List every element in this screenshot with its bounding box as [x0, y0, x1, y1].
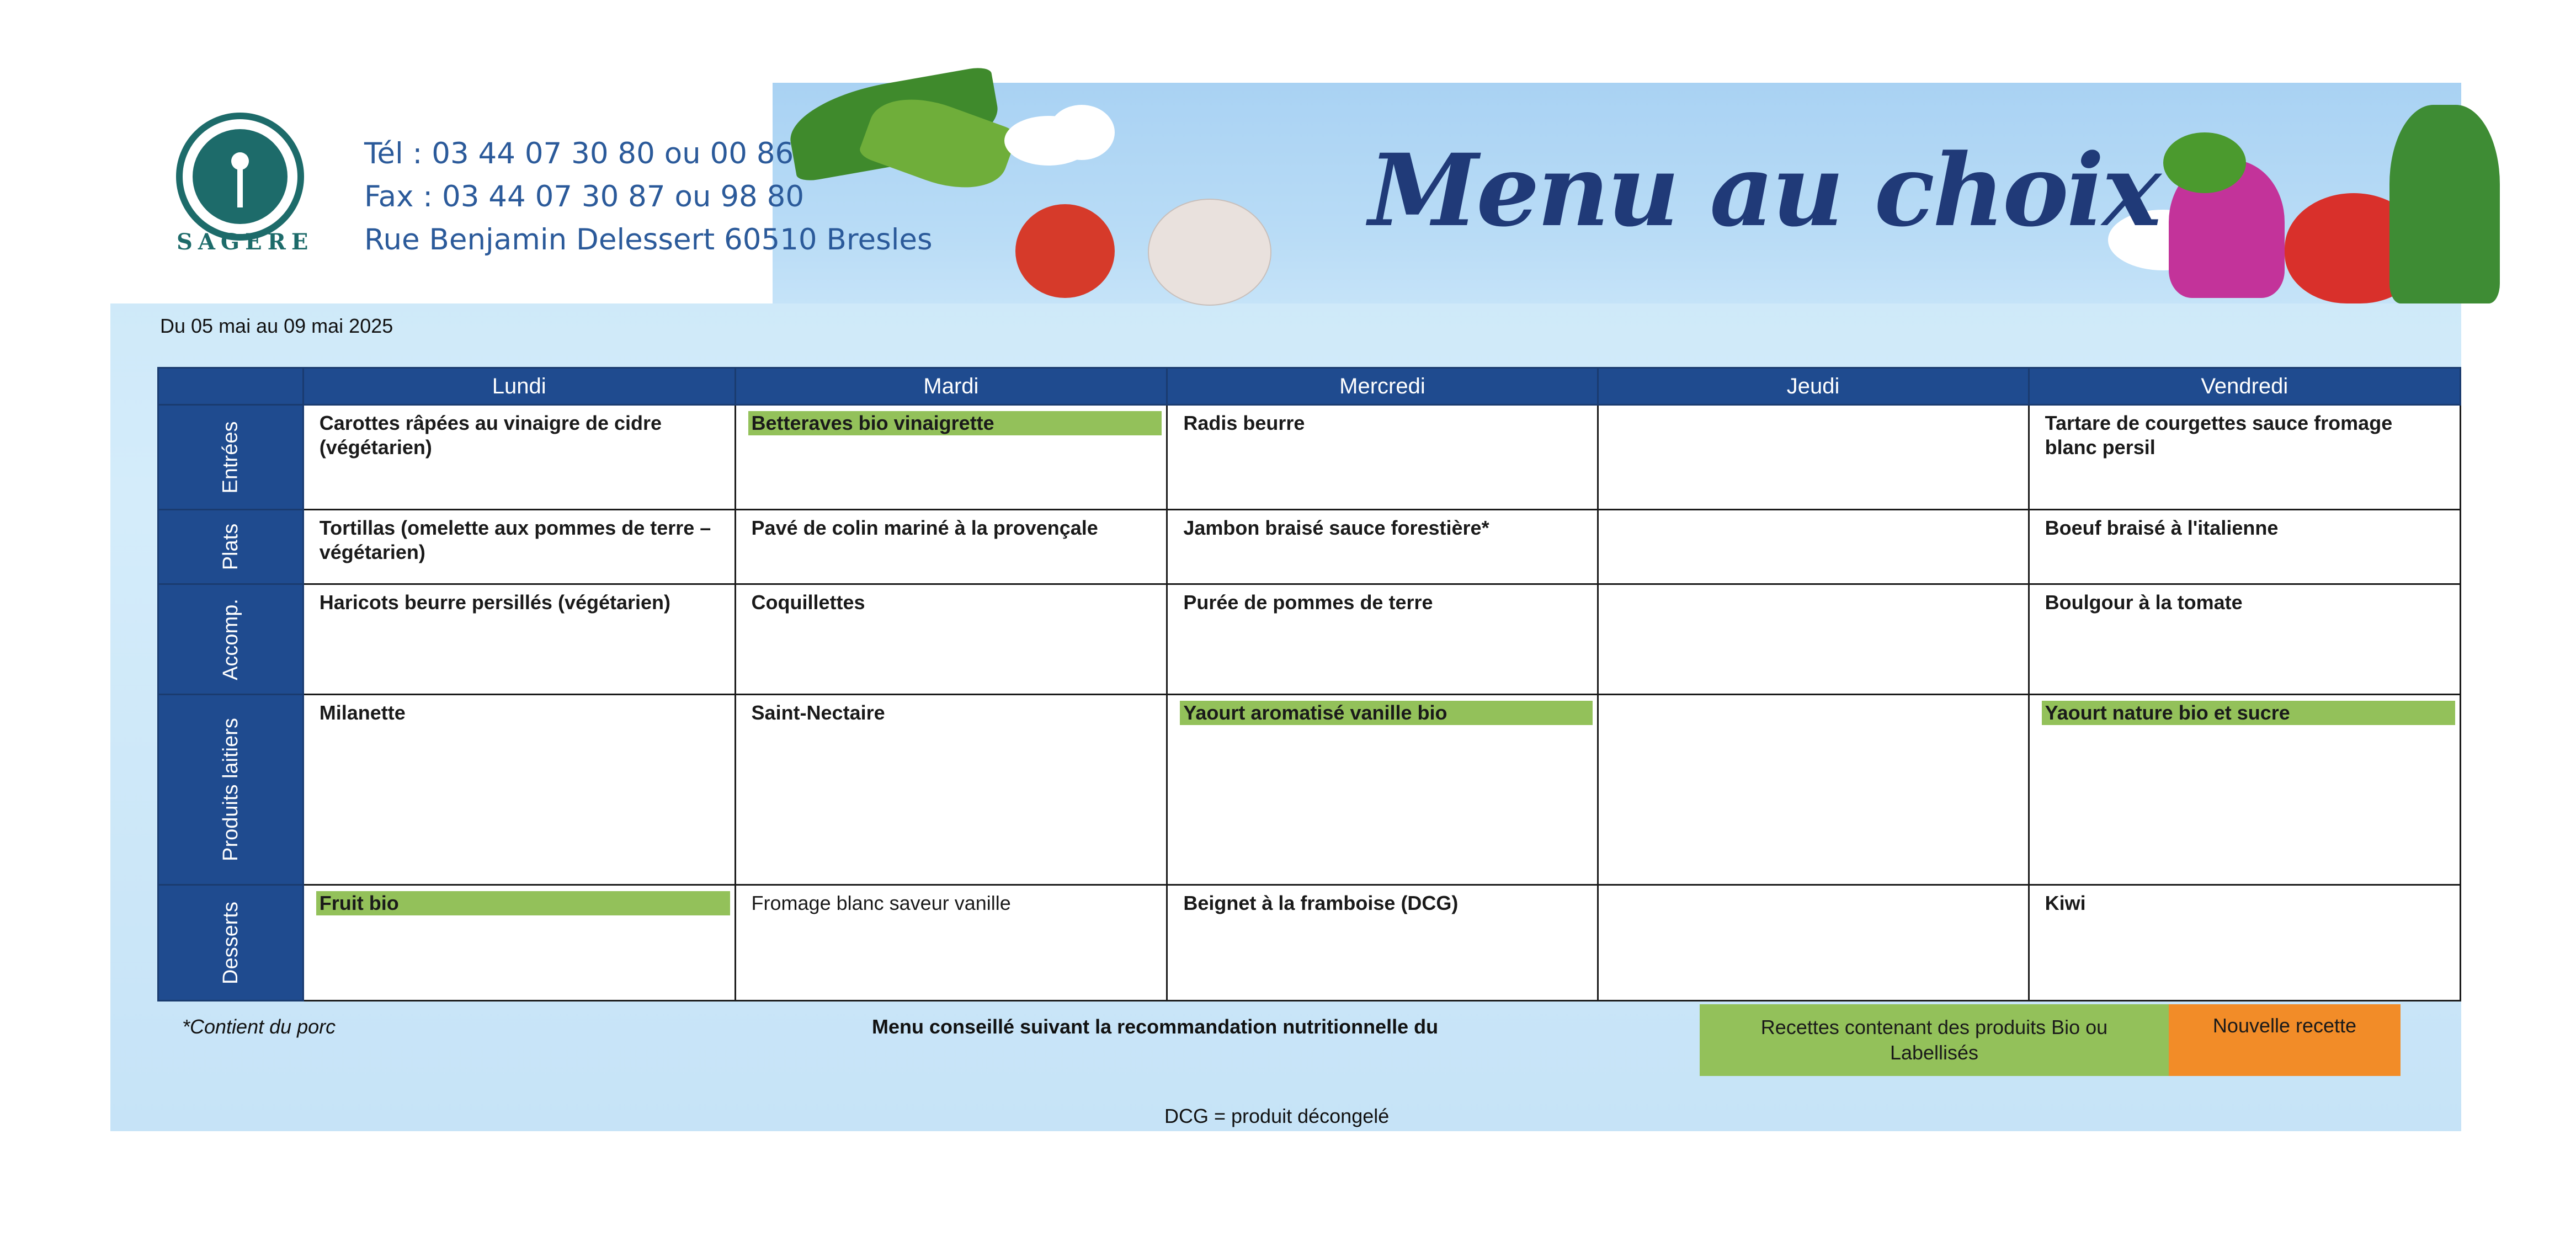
- pork-note: *Contient du porc: [182, 1015, 336, 1038]
- contact-block: [364, 132, 933, 262]
- cloud-illustration: [1049, 105, 1115, 160]
- menu-cell-desserts-friday: [2029, 885, 2460, 1001]
- menu-cell-accompagnements-tuesday: [735, 584, 1167, 695]
- menu-sheet: [110, 83, 2461, 1131]
- bio-dish-label: Yaourt nature bio et sucre: [2042, 701, 2455, 725]
- dish-label: Fromage blanc saveur vanille: [751, 892, 1011, 914]
- zucchini-illustration: [2389, 105, 2500, 303]
- category-label: Accomp.: [219, 598, 242, 680]
- day-header-wednesday: Mercredi: [1167, 368, 1598, 405]
- dish-label: Haricots beurre persillés (végétarien): [319, 591, 671, 614]
- menu-cell-plats-monday: [303, 510, 735, 584]
- dish-label: Jambon braisé sauce forestière*: [1183, 516, 1489, 539]
- category-label: Desserts: [219, 901, 242, 984]
- menu-cell-desserts-thursday: [1598, 885, 2029, 1001]
- table-corner: [158, 368, 304, 405]
- menu-cell-accompagnements-wednesday: [1167, 584, 1598, 695]
- phone-line: Tél : 03 44 07 30 80 ou 00 86: [364, 137, 794, 171]
- menu-table: [157, 367, 2461, 1001]
- category-cell-produits-laitiers: [158, 695, 304, 885]
- menu-row-desserts: [158, 885, 2461, 1001]
- menu-row-produits-laitiers: [158, 695, 2461, 885]
- dish-label: Purée de pommes de terre: [1183, 591, 1433, 614]
- legend-new-recipe-swatch: [2169, 1004, 2401, 1076]
- menu-cell-plats-wednesday: [1167, 510, 1598, 584]
- menu-cell-entrees-wednesday: [1167, 405, 1598, 510]
- day-header-monday: Lundi: [303, 368, 735, 405]
- menu-cell-entrees-thursday: [1598, 405, 2029, 510]
- address-line: Rue Benjamin Delessert 60510 Bresles: [364, 223, 933, 257]
- dcg-note: DCG = produit décongelé: [1164, 1105, 1390, 1127]
- dish-label: Kiwi: [2045, 892, 2086, 914]
- menu-cell-produits-laitiers-monday: [303, 695, 735, 885]
- menu-cell-plats-friday: [2029, 510, 2460, 584]
- day-header-tuesday: Mardi: [735, 368, 1167, 405]
- category-cell-plats: [158, 510, 304, 584]
- legend-bio-swatch: [1700, 1004, 2169, 1076]
- dish-label: Pavé de colin mariné à la provençale: [751, 516, 1098, 539]
- dish-label: Radis beurre: [1183, 412, 1305, 434]
- dish-label: Coquillettes: [751, 591, 865, 614]
- menu-cell-entrees-monday: [303, 405, 735, 510]
- dish-label: Tartare de courgettes sauce fromage blanc persil: [2045, 412, 2393, 459]
- sagere-logo: [166, 110, 315, 259]
- menu-cell-accompagnements-friday: [2029, 584, 2460, 695]
- dish-label: Milanette: [319, 701, 406, 724]
- fax-line: Fax : 03 44 07 30 87 ou 98 80: [364, 180, 805, 214]
- dish-label: Boulgour à la tomate: [2045, 591, 2243, 614]
- day-header-friday: Vendredi: [2029, 368, 2460, 405]
- menu-cell-entrees-friday: [2029, 405, 2460, 510]
- category-cell-entrees: [158, 405, 304, 510]
- category-cell-accompagnements: [158, 584, 304, 695]
- menu-row-accompagnements: [158, 584, 2461, 695]
- day-header-row: [158, 368, 2461, 405]
- legend-new-recipe-label: Nouvelle recette: [2212, 1014, 2357, 1037]
- bio-dish-label: Fruit bio: [316, 891, 730, 915]
- menu-row-entrees: [158, 405, 2461, 510]
- dish-label: Tortillas (omelette aux pommes de terre – végétarien): [319, 516, 711, 563]
- eggplant-cap-illustration: [2163, 132, 2246, 193]
- logo-text: SAGERE: [177, 229, 314, 255]
- category-label: Produits laitiers: [219, 718, 242, 861]
- garlic-illustration: [1148, 199, 1271, 306]
- category-cell-desserts: [158, 885, 304, 1001]
- menu-cell-plats-tuesday: [735, 510, 1167, 584]
- dish-label: Saint-Nectaire: [751, 701, 885, 724]
- dish-label: Boeuf braisé à l'italienne: [2045, 516, 2279, 539]
- recommendation-note: Menu conseillé suivant la recommandation nutritionnelle du: [872, 1015, 1439, 1038]
- dish-label: Beignet à la framboise (DCG): [1183, 892, 1459, 914]
- menu-cell-desserts-tuesday: [735, 885, 1167, 1001]
- menu-cell-entrees-tuesday: [735, 405, 1167, 510]
- bio-dish-label: Betteraves bio vinaigrette: [748, 411, 1162, 435]
- menu-cell-produits-laitiers-thursday: [1598, 695, 2029, 885]
- legend-bio-label: Recettes contenant des produits Bio ou Labellisés: [1760, 1016, 2108, 1064]
- bio-dish-label: Yaourt aromatisé vanille bio: [1180, 701, 1592, 725]
- dish-label: Carottes râpées au vinaigre de cidre (végétarien): [319, 412, 662, 459]
- menu-cell-accompagnements-thursday: [1598, 584, 2029, 695]
- header-banner: [110, 83, 2461, 303]
- menu-cell-produits-laitiers-friday: [2029, 695, 2460, 885]
- menu-cell-produits-laitiers-tuesday: [735, 695, 1167, 885]
- menu-body: [158, 405, 2461, 1001]
- menu-title: Menu au choix: [1369, 132, 2159, 249]
- menu-cell-accompagnements-monday: [303, 584, 735, 695]
- menu-cell-produits-laitiers-wednesday: [1167, 695, 1598, 885]
- category-label: Entrées: [219, 421, 242, 493]
- category-label: Plats: [219, 523, 242, 571]
- menu-row-plats: [158, 510, 2461, 584]
- menu-cell-desserts-monday: [303, 885, 735, 1001]
- menu-cell-desserts-wednesday: [1167, 885, 1598, 1001]
- menu-cell-plats-thursday: [1598, 510, 2029, 584]
- radish-illustration: [1015, 204, 1115, 298]
- date-range: Du 05 mai au 09 mai 2025: [160, 315, 393, 337]
- day-header-thursday: Jeudi: [1598, 368, 2029, 405]
